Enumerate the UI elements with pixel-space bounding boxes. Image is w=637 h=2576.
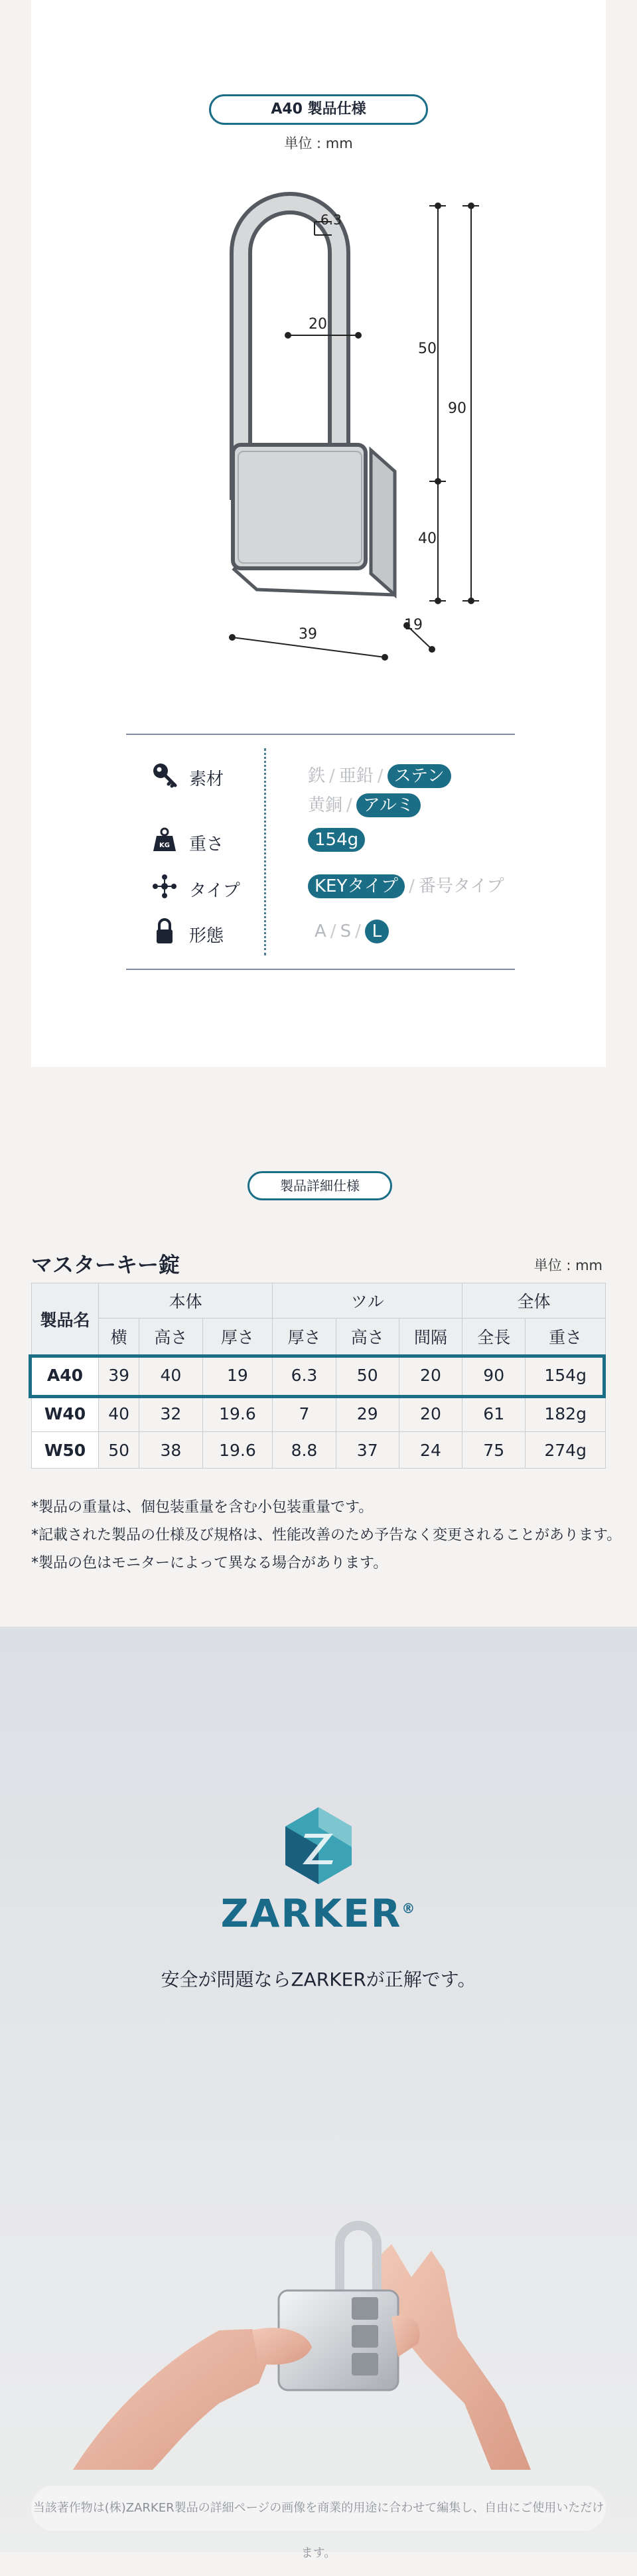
- header-row-groups: [32, 1283, 606, 1319]
- header-row-columns: [32, 1319, 606, 1355]
- option-form-l: L: [365, 920, 389, 943]
- cell: 8.8: [273, 1432, 336, 1469]
- cell: 6.3: [273, 1355, 336, 1396]
- header-width: 横: [99, 1319, 139, 1355]
- row-weight: [126, 820, 515, 860]
- row-form: [126, 912, 515, 951]
- dim-total-length: 90: [448, 400, 466, 417]
- cell: 182g: [526, 1396, 606, 1432]
- table-row: [32, 1396, 606, 1432]
- brand-name: ZARKER: [220, 1891, 402, 1936]
- note: *記載された製品の仕様及び規格は、性能改善のため予告なく変更されることがあります。: [31, 1527, 622, 1544]
- option-combo-type: 番号タイプ: [418, 876, 504, 896]
- cell: 50: [336, 1355, 399, 1396]
- cell: 7: [273, 1396, 336, 1432]
- weight-value: [308, 827, 365, 853]
- cell: 274g: [526, 1432, 606, 1469]
- header-weight: 重さ: [526, 1319, 606, 1355]
- details-unit: 単位 : mm: [533, 1257, 602, 1273]
- cell-model: W50: [32, 1432, 99, 1469]
- type-options: KEYタイプ / 番号タイプ: [308, 873, 504, 900]
- note: *製品の重量は、個包装重量を含む小包装重量です。: [31, 1499, 374, 1516]
- cell: 39: [99, 1355, 139, 1396]
- cell: 75: [462, 1432, 526, 1469]
- footer-notice: 当該著作物は(株)ZARKER製品の詳細ページの画像を商業的用途に合わせて編集し、自由にご使用いただけます。: [31, 2486, 606, 2531]
- header-overall: 全体: [462, 1283, 606, 1319]
- cell: 19.6: [202, 1396, 273, 1432]
- cell: 61: [462, 1396, 526, 1432]
- header-shackle-height: 高さ: [336, 1319, 399, 1355]
- dim-shackle-thickness: 6.3: [320, 212, 342, 228]
- brand-slogan: 安全が問題ならZARKERが正解です。: [161, 1969, 476, 1990]
- product-name: マスターキー錠: [31, 1252, 180, 1277]
- cell-model: A40: [32, 1355, 99, 1396]
- brand-wordmark: [0, 1891, 637, 1936]
- row-label: タイプ: [189, 881, 240, 901]
- cell: 50: [99, 1432, 139, 1469]
- dim-body-height: 40: [418, 530, 437, 547]
- cell: 38: [139, 1432, 202, 1469]
- dim-body-width: 39: [299, 626, 317, 643]
- cell: 90: [462, 1355, 526, 1396]
- padlock-diagram: [31, 179, 606, 684]
- material-options: 鉄 / 亜鉛 / ステン 黄銅 / アルミ: [308, 762, 451, 820]
- header-height: 高さ: [139, 1319, 202, 1355]
- option-key-type: KEYタイプ: [308, 874, 405, 898]
- cell: 40: [139, 1355, 202, 1396]
- zarker-logo-icon: [285, 1807, 352, 1884]
- dim-shackle-height: 50: [418, 341, 437, 357]
- details-title-pill: 製品詳細仕様: [248, 1171, 392, 1200]
- option-form-s: S: [340, 922, 352, 941]
- registered-mark: ®: [401, 1900, 417, 1917]
- weight-icon: [151, 827, 178, 853]
- cell-model: W40: [32, 1396, 99, 1432]
- option-brass: 黄銅: [308, 795, 343, 815]
- option-iron: 鉄: [308, 766, 326, 786]
- header-shackle-gap: 間隔: [399, 1319, 462, 1355]
- table-row: [32, 1432, 606, 1469]
- cell: 19: [202, 1355, 273, 1396]
- weight-badge: 154g: [308, 828, 365, 852]
- padlock-icon: [151, 918, 178, 945]
- cell: 19.6: [202, 1432, 273, 1469]
- header-total-length: 全長: [462, 1319, 526, 1355]
- highlight-row-a40: [29, 1354, 606, 1398]
- header-shackle: ツル: [273, 1283, 462, 1319]
- note: *製品の色はモニターによって異なる場合があります。: [31, 1555, 388, 1571]
- key-icon: [151, 762, 178, 788]
- spec-attributes: [126, 734, 515, 970]
- cell: 20: [399, 1396, 462, 1432]
- cell: 154g: [526, 1355, 606, 1396]
- svg-text:KG: KG: [159, 842, 170, 849]
- cell: 32: [139, 1396, 202, 1432]
- header-model: 製品名: [32, 1283, 99, 1355]
- move-icon: [151, 873, 178, 900]
- dim-shackle-gap: 20: [309, 316, 327, 333]
- option-zinc: 亜鉛: [338, 766, 374, 786]
- cell: 20: [399, 1355, 462, 1396]
- cell: 40: [99, 1396, 139, 1432]
- cell: 24: [399, 1432, 462, 1469]
- notes: [31, 1494, 621, 1577]
- option-aluminum: アルミ: [356, 793, 421, 817]
- lock-body: [233, 445, 366, 568]
- header-shackle-thickness: 厚さ: [273, 1319, 336, 1355]
- spec-title-pill: A40 製品仕様: [209, 94, 428, 125]
- row-material: [126, 755, 515, 815]
- cell: 29: [336, 1396, 399, 1432]
- cell: 37: [336, 1432, 399, 1469]
- spec-unit: 単位 : mm: [284, 135, 353, 151]
- row-label: 素材: [189, 769, 224, 789]
- header-body: 本体: [99, 1283, 273, 1319]
- dim-body-depth: 19: [404, 617, 423, 633]
- row-label: 重さ: [189, 835, 224, 854]
- divider-bottom: [126, 969, 515, 970]
- hands-holding-lock-image: [0, 2164, 637, 2470]
- form-options: A / S / L: [315, 918, 389, 945]
- header-thickness: 厚さ: [202, 1319, 273, 1355]
- divider-top: [126, 734, 515, 735]
- row-type: [126, 866, 515, 906]
- row-label: 形態: [189, 926, 224, 946]
- option-form-a: A: [315, 922, 326, 941]
- option-stainless: ステン: [388, 764, 451, 788]
